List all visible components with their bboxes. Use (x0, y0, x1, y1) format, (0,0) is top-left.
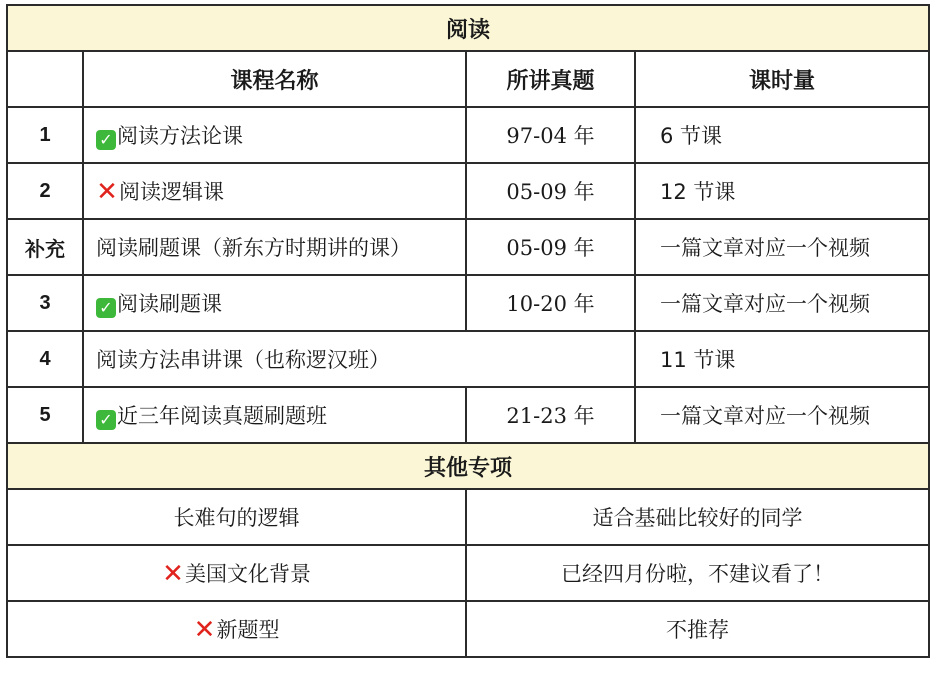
course-hours: 12 节课 (635, 163, 929, 219)
table-row (7, 219, 929, 275)
course-name: 阅读方法论课 (117, 124, 243, 148)
row-number: 4 (7, 331, 83, 387)
row-number: 1 (7, 107, 83, 163)
course-hours: 一篇文章对应一个视频 (635, 219, 929, 275)
other-note: 适合基础比较好的同学 (466, 489, 929, 545)
course-name-cell (83, 163, 466, 219)
course-table (6, 4, 930, 658)
other-item: 美国文化背景 (185, 562, 311, 586)
check-icon: ✓ (96, 130, 116, 150)
cross-icon: ✕ (96, 177, 118, 207)
row-number: 补充 (7, 219, 83, 275)
other-item: 长难句的逻辑 (7, 489, 466, 545)
course-name: 阅读刷题课 (117, 292, 222, 316)
course-hours: 一篇文章对应一个视频 (635, 275, 929, 331)
header-exam-years: 所讲真题 (466, 51, 635, 107)
row-number: 2 (7, 163, 83, 219)
other-item-cell (7, 545, 466, 601)
course-table-container (6, 4, 928, 658)
course-hours: 一篇文章对应一个视频 (635, 387, 929, 443)
course-hours: 11 节课 (635, 331, 929, 387)
exam-years: 05-09 年 (466, 163, 635, 219)
header-num (7, 51, 83, 107)
course-name-cell (83, 387, 466, 443)
other-note: 已经四月份啦，不建议看了！ (466, 545, 929, 601)
reading-section-header (7, 5, 929, 51)
other-note: 不推荐 (466, 601, 929, 657)
cross-icon: ✕ (193, 615, 216, 645)
course-name: 阅读逻辑课 (119, 180, 224, 204)
other-item-cell (7, 601, 466, 657)
course-name-cell (83, 107, 466, 163)
course-name: 近三年阅读真题刷题班 (117, 404, 327, 428)
row-number: 3 (7, 275, 83, 331)
exam-years: 97-04 年 (466, 107, 635, 163)
exam-years: 10-20 年 (466, 275, 635, 331)
exam-years: 21-23 年 (466, 387, 635, 443)
other-row (7, 545, 929, 601)
cross-icon: ✕ (162, 559, 184, 589)
check-icon: ✓ (96, 298, 116, 318)
course-name: 阅读刷题课（新东方时期讲的课） (83, 219, 466, 275)
other-title: 其他专项 (7, 443, 929, 489)
table-row (7, 331, 929, 387)
other-section-header (7, 443, 929, 489)
other-item: 新题型 (216, 618, 280, 642)
header-hours: 课时量 (635, 51, 929, 107)
check-icon: ✓ (96, 410, 116, 430)
exam-years: 05-09 年 (466, 219, 635, 275)
other-row (7, 489, 929, 545)
table-row (7, 163, 929, 219)
course-name: 阅读方法串讲课（也称逻汉班） (83, 331, 635, 387)
course-hours: 6 节课 (635, 107, 929, 163)
table-row (7, 107, 929, 163)
row-number: 5 (7, 387, 83, 443)
table-row (7, 275, 929, 331)
header-course-name: 课程名称 (83, 51, 466, 107)
other-row (7, 601, 929, 657)
table-row (7, 387, 929, 443)
course-name-cell (83, 275, 466, 331)
column-header-row (7, 51, 929, 107)
reading-title: 阅读 (7, 5, 929, 51)
